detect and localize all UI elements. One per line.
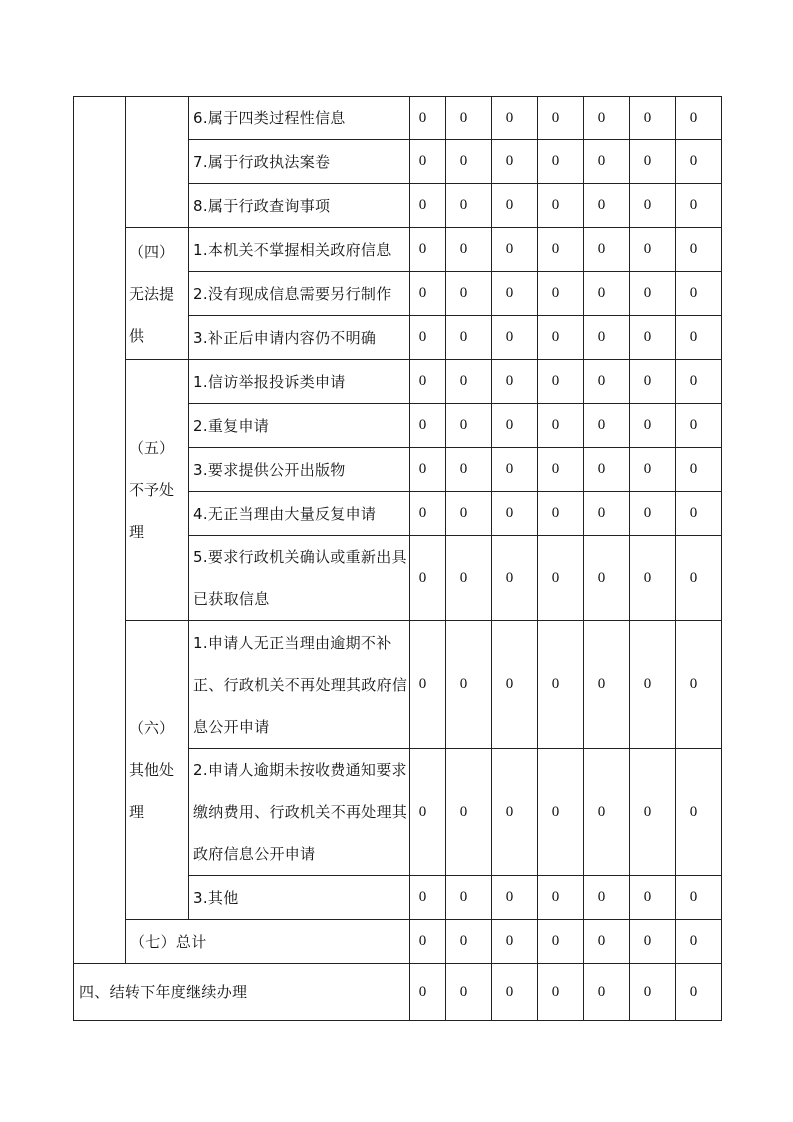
value-cell: 0	[676, 749, 722, 876]
value-cell: 0	[630, 448, 676, 492]
value-cell: 0	[584, 621, 630, 749]
value-cell: 0	[584, 184, 630, 228]
value-cell: 0	[446, 448, 492, 492]
value-cell: 0	[538, 97, 584, 140]
value-cell: 0	[446, 272, 492, 316]
value-cell: 0	[538, 920, 584, 964]
value-cell: 0	[630, 184, 676, 228]
value-cell: 0	[676, 448, 722, 492]
value-cell: 0	[630, 492, 676, 536]
value-cell: 0	[492, 920, 538, 964]
value-cell: 0	[584, 876, 630, 920]
value-cell: 0	[410, 492, 446, 536]
value-cell: 0	[630, 920, 676, 964]
value-cell: 0	[410, 360, 446, 404]
value-cell: 0	[446, 749, 492, 876]
value-cell: 0	[630, 404, 676, 448]
row-label: 3.补正后申请内容仍不明确	[189, 316, 410, 360]
value-cell: 0	[446, 920, 492, 964]
value-cell: 0	[492, 536, 538, 621]
value-cell: 0	[630, 621, 676, 749]
row-label: 1.本机关不掌握相关政府信息	[189, 228, 410, 272]
value-cell: 0	[492, 404, 538, 448]
category-cell-5: （五）不予处理	[126, 360, 189, 621]
total-label: （七）总计	[126, 920, 410, 964]
value-cell: 0	[446, 621, 492, 749]
value-cell: 0	[676, 621, 722, 749]
value-cell: 0	[538, 749, 584, 876]
value-cell: 0	[584, 448, 630, 492]
value-cell: 0	[676, 184, 722, 228]
value-cell: 0	[446, 404, 492, 448]
value-cell: 0	[492, 360, 538, 404]
table-row	[74, 920, 722, 964]
value-cell: 0	[630, 536, 676, 621]
table-row	[74, 228, 722, 272]
table-row	[74, 964, 722, 1021]
value-cell: 0	[410, 404, 446, 448]
row-label: 3.其他	[189, 876, 410, 920]
value-cell: 0	[410, 228, 446, 272]
value-cell: 0	[630, 140, 676, 184]
value-cell: 0	[630, 964, 676, 1021]
value-cell: 0	[410, 140, 446, 184]
value-cell: 0	[446, 964, 492, 1021]
value-cell: 0	[584, 536, 630, 621]
row-label: 2.申请人逾期未按收费通知要求缴纳费用、行政机关不再处理其政府信息公开申请	[189, 749, 410, 876]
value-cell: 0	[630, 360, 676, 404]
value-cell: 0	[492, 621, 538, 749]
value-cell: 0	[492, 272, 538, 316]
value-cell: 0	[676, 964, 722, 1021]
table-row	[74, 97, 722, 140]
carryover-label: 四、结转下年度继续办理	[74, 964, 410, 1021]
category-blank-cell	[126, 97, 189, 228]
value-cell: 0	[630, 316, 676, 360]
value-cell: 0	[446, 360, 492, 404]
value-cell: 0	[538, 360, 584, 404]
value-cell: 0	[492, 964, 538, 1021]
value-cell: 0	[446, 97, 492, 140]
category-cell-6: （六）其他处理	[126, 621, 189, 920]
row-label: 2.重复申请	[189, 404, 410, 448]
value-cell: 0	[492, 448, 538, 492]
value-cell: 0	[630, 749, 676, 876]
value-cell: 0	[492, 228, 538, 272]
value-cell: 0	[538, 184, 584, 228]
value-cell: 0	[676, 492, 722, 536]
table-row	[74, 360, 722, 404]
value-cell: 0	[538, 448, 584, 492]
value-cell: 0	[584, 140, 630, 184]
value-cell: 0	[676, 316, 722, 360]
value-cell: 0	[446, 228, 492, 272]
value-cell: 0	[584, 920, 630, 964]
value-cell: 0	[446, 184, 492, 228]
value-cell: 0	[446, 876, 492, 920]
value-cell: 0	[410, 876, 446, 920]
value-cell: 0	[584, 272, 630, 316]
table-row	[74, 621, 722, 749]
value-cell: 0	[410, 621, 446, 749]
value-cell: 0	[630, 272, 676, 316]
value-cell: 0	[446, 492, 492, 536]
value-cell: 0	[492, 97, 538, 140]
value-cell: 0	[584, 404, 630, 448]
value-cell: 0	[676, 272, 722, 316]
row-label: 7.属于行政执法案卷	[189, 140, 410, 184]
value-cell: 0	[676, 404, 722, 448]
row-label: 5.要求行政机关确认或重新出具已获取信息	[189, 536, 410, 621]
row-label: 2.没有现成信息需要另行制作	[189, 272, 410, 316]
value-cell: 0	[676, 536, 722, 621]
row-label: 6.属于四类过程性信息	[189, 97, 410, 140]
value-cell: 0	[446, 316, 492, 360]
value-cell: 0	[410, 272, 446, 316]
value-cell: 0	[538, 964, 584, 1021]
value-cell: 0	[410, 184, 446, 228]
value-cell: 0	[446, 140, 492, 184]
value-cell: 0	[676, 97, 722, 140]
value-cell: 0	[676, 876, 722, 920]
value-cell: 0	[538, 404, 584, 448]
value-cell: 0	[492, 316, 538, 360]
statistics-table	[73, 96, 722, 1021]
row-label: 8.属于行政查询事项	[189, 184, 410, 228]
value-cell: 0	[492, 492, 538, 536]
value-cell: 0	[410, 448, 446, 492]
value-cell: 0	[410, 97, 446, 140]
value-cell: 0	[492, 876, 538, 920]
value-cell: 0	[584, 360, 630, 404]
value-cell: 0	[446, 536, 492, 621]
value-cell: 0	[538, 272, 584, 316]
value-cell: 0	[676, 360, 722, 404]
row-label: 3.要求提供公开出版物	[189, 448, 410, 492]
value-cell: 0	[676, 228, 722, 272]
row-label: 1.申请人无正当理由逾期不补正、行政机关不再处理其政府信息公开申请	[189, 621, 410, 749]
value-cell: 0	[676, 920, 722, 964]
value-cell: 0	[630, 228, 676, 272]
value-cell: 0	[584, 97, 630, 140]
value-cell: 0	[410, 536, 446, 621]
value-cell: 0	[492, 749, 538, 876]
value-cell: 0	[584, 228, 630, 272]
value-cell: 0	[584, 492, 630, 536]
value-cell: 0	[410, 964, 446, 1021]
value-cell: 0	[584, 316, 630, 360]
row-label: 1.信访举报投诉类申请	[189, 360, 410, 404]
value-cell: 0	[410, 749, 446, 876]
value-cell: 0	[492, 184, 538, 228]
value-cell: 0	[630, 97, 676, 140]
value-cell: 0	[538, 316, 584, 360]
value-cell: 0	[538, 492, 584, 536]
value-cell: 0	[584, 964, 630, 1021]
value-cell: 0	[538, 140, 584, 184]
outer-blank-cell	[74, 97, 126, 964]
category-cell-4: （四）无法提供	[126, 228, 189, 360]
value-cell: 0	[410, 920, 446, 964]
value-cell: 0	[492, 140, 538, 184]
value-cell: 0	[410, 316, 446, 360]
value-cell: 0	[538, 621, 584, 749]
value-cell: 0	[676, 140, 722, 184]
value-cell: 0	[630, 876, 676, 920]
value-cell: 0	[584, 749, 630, 876]
value-cell: 0	[538, 536, 584, 621]
value-cell: 0	[538, 228, 584, 272]
row-label: 4.无正当理由大量反复申请	[189, 492, 410, 536]
value-cell: 0	[538, 876, 584, 920]
